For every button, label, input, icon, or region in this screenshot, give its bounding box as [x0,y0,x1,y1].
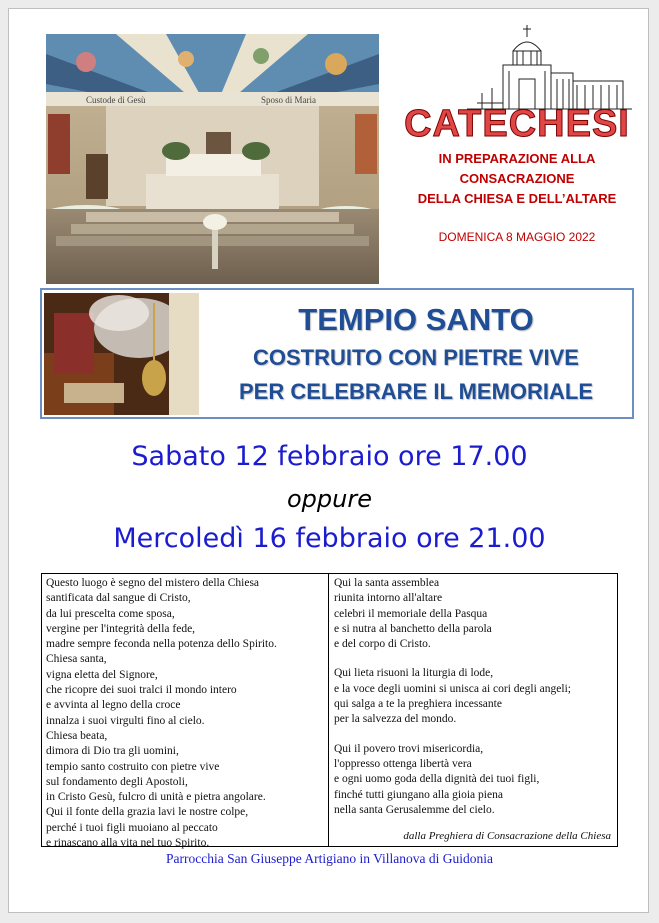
event-date: DOMENICA 8 MAGGIO 2022 [438,230,596,244]
prayer-line: Qui lieta risuoni la liturgia di lode, [334,667,494,680]
prayer-line: che ricopre dei suoi tralci il mondo intero [46,684,237,697]
prayer-table [41,573,618,850]
prayer-right-column [334,576,616,818]
subtitle [387,149,647,209]
flyer-page [8,8,649,913]
prayer-line: madre sempre feconda nella potenza dello Spirito. [46,638,277,651]
stanza-gap [334,728,616,742]
prayer-line: e rinascano alla vita nel tuo Spirito. [46,837,210,850]
prayer-line: e la voce degli uomini si unisca ai cori degli angeli; [334,682,571,695]
schedule-second: Mercoledì 16 febbraio ore 21.00 [113,523,546,554]
church-logo [437,23,637,113]
prayer-line: Chiesa beata, [46,729,108,742]
prayer-line: riunita intorno all'altare [334,592,443,605]
subtitle-line: DELLA CHIESA E DELL’ALTARE [417,191,617,206]
prayer-line: sul fondamento degli Apostoli, [46,775,188,788]
prayer-line: da lui prescelta come sposa, [46,607,175,620]
incense-photo [44,293,199,415]
prayer-line: tempio santo costruito con pietre vive [46,760,220,773]
subtitle-line: IN PREPARAZIONE ALLA [438,151,596,166]
column-divider [328,574,329,846]
headline-line-3: PER CELEBRARE IL MEMORIALE [238,379,594,404]
prayer-line: nella santa Gerusalemme del cielo. [334,803,495,816]
prayer-line: celebri il memoriale della Pasqua [334,607,488,620]
headline-box [40,288,634,419]
prayer-line: Questo luogo è segno del mistero della Chiesa [46,577,260,589]
prayer-line: Qui il povero trovi misericordia, [334,742,484,755]
prayer-line: santificata dal sangue di Cristo, [46,592,191,605]
prayer-line: vergine per l'integrità della fede, [46,622,196,635]
prayer-line: innalza i suoi virgulti fino al cielo. [46,714,205,727]
prayer-left-column [46,576,326,851]
prayer-line: dimora di Dio tra gli uomini, [46,745,179,758]
prayer-line: e ogni uomo goda della dignità dei tuoi figli, [334,773,540,786]
prayer-line: in Cristo Gesù, fulcro di unità e pietra angolare. [46,791,266,804]
prayer-line: Qui la santa assemblea [334,577,440,589]
prayer-line: l'oppresso ottenga libertà vera [334,757,472,770]
photo-inscription-right: Sposo di Maria [261,95,316,105]
headline-line-1: TEMPIO SANTO [298,302,534,337]
prayer-line: e avvinta al legno della croce [46,699,181,712]
prayer-line: qui salga a te la preghiera incessante [334,698,502,711]
prayer-line: vigna eletta del Signore, [46,668,158,681]
schedule-or: oppure [287,485,372,513]
prayer-line: Chiesa santa, [46,653,107,666]
prayer-attribution: dalla Preghiera di Consacrazione della Chiesa [403,829,611,842]
prayer-line: finché tutti giungano alla gioia piena [334,788,503,801]
prayer-line: Qui il fonte della grazia lavi le nostre colpe, [46,806,249,819]
headline-line-2: COSTRUITO CON PIETRE VIVE [253,345,579,370]
schedule-first: Sabato 12 febbraio ore 17.00 [131,441,528,472]
prayer-line: e del corpo di Cristo. [334,638,431,651]
stanza-gap [334,652,616,666]
prayer-line: perché i tuoi figli muoiano al peccato [46,821,218,834]
photo-inscription-left: Custode di Gesù [86,95,146,105]
church-interior-photo [46,34,379,284]
page-title: CATECHESI [404,103,630,145]
prayer-line: e si nutra al banchetto della parola [334,622,492,635]
subtitle-line: CONSACRAZIONE [459,171,575,186]
parish-footer: Parrocchia San Giuseppe Artigiano in Villanova di Guidonia [166,851,493,866]
prayer-line: per la salvezza del mondo. [334,713,457,726]
